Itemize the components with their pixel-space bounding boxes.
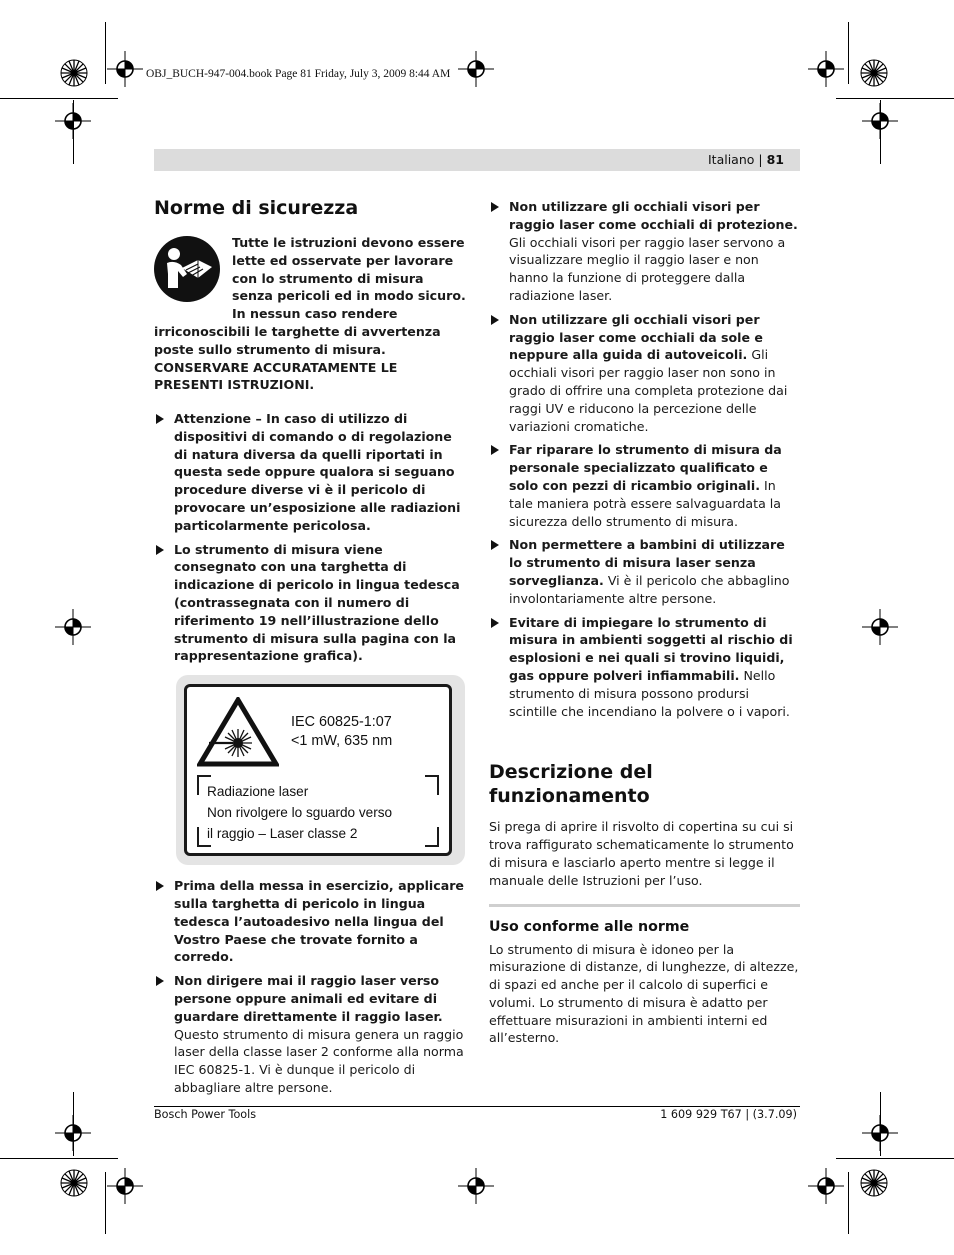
bullet-body-text: In tale maniera potrà essere salvaguardata la sicurezza dello strumento di misura.: [509, 477, 782, 529]
triangle-bullet-icon: [491, 618, 499, 628]
bullet-item: [489, 614, 800, 721]
bullet-bold-text: Lo strumento di misura viene consegnato con una targhetta di indicazione di pericolo in lingua tedesca (contrassegnata con il numero di riferimento 19 nell’illustrazione dello strumento di misura sulla pagina con la rappresentazione grafica).: [174, 541, 460, 664]
page-header: [154, 149, 800, 171]
label-corner: [425, 827, 439, 847]
label-iec-spec: [291, 713, 392, 751]
bullet-bold-text: Evitare di impiegare lo strumento di misura in ambienti soggetti al rischio di esplosioni e nei quali si trovino liquidi, gas oppure polveri infiammabili.: [509, 614, 793, 683]
bullet-bold-text: Attenzione – In caso di utilizzo di dispositivi di comando o di regolazione di natura diversa da quelli riportati in questa sede oppure qualora si seguano procedure diverse vi è il pericolo di provocare un’esposizione alle radiazioni particolarmente pericolosa.: [174, 411, 461, 533]
book-imprint-line: OBJ_BUCH-947-004.book Page 81 Friday, July 3, 2009 8:44 AM: [146, 68, 451, 80]
subsection-title-intended-use: Uso conforme alle norme: [489, 918, 690, 935]
bullet-item: [489, 198, 800, 305]
label-iec-standard: IEC 60825-1:07: [291, 714, 392, 731]
triangle-bullet-icon: [156, 976, 164, 986]
label-prefix: il: [207, 826, 217, 842]
triangle-bullet-icon: [156, 414, 164, 424]
footer-divider: [154, 1106, 800, 1107]
section-divider: [489, 904, 800, 907]
bullet-bold-text: Prima della messa in esercizio, applicare sulla targhetta di pericolo in lingua tedesca l’autoadesivo nella lingua del Vostro Paese che trovate fornito a corredo.: [174, 878, 464, 965]
bullet-item: [489, 311, 800, 436]
intended-use-paragraph: Lo strumento di misura è idoneo per la misurazione di distanze, di lunghezze, di altezze, di spazi ed anche per il calcolo di superfici e volumi. Lo strumento di misura è adatto per effettuare misurazioni in ambienti interni ed all’esterno.: [489, 941, 799, 1046]
header-language-page: [708, 152, 784, 167]
label-laser-class-text: raggio – Laser classe 2: [216, 826, 358, 842]
label-power-wavelength: <1 mW, 635 nm: [291, 733, 393, 750]
safety-intro: [154, 234, 466, 404]
label-radiation-text: Radiazione laser: [207, 784, 309, 800]
bullet-body-text: Nello strumento di misura possono prodursi scintille che incendiano la polvere o i vapori.: [509, 667, 790, 719]
read-manual-icon: [154, 236, 220, 302]
bullet-bold-text: Non utilizzare gli occhiali visori per raggio laser come occhiali di protezione.: [509, 199, 798, 232]
section-title-safety: Norme di sicurezza: [154, 197, 359, 219]
footer-document-number: 1 609 929 T67 | (3.7.09): [660, 1108, 797, 1121]
safety-intro-text: Tutte le istruzioni devono essere lette ed osservate per lavorare con lo strumento di misura senza pericoli ed in modo sicuro. In nessun caso rendere irriconoscibili le targhette di avvertenza poste sullo strumento di misura. CONSERVARE ACCURATAMENTE LE PRESENTI ISTRUZIONI.: [154, 235, 466, 393]
label-corner: [425, 775, 439, 795]
triangle-bullet-icon: [491, 202, 499, 212]
label-do-not-stare-text: Non rivolgere lo sguardo verso: [207, 805, 393, 821]
laser-warning-label: [176, 675, 465, 865]
bullet-body-text: Gli occhiali visori per raggio laser servono a visualizzare meglio il raggio laser e non hanno la funzione di proteggere dalla radiazione laser.: [509, 234, 786, 303]
triangle-bullet-icon: [491, 540, 499, 550]
bullet-bold-text: Non permettere a bambini di utilizzare lo strumento di misura laser senza sorveglianza.: [509, 537, 785, 588]
right-column: [489, 198, 800, 1047]
bullet-bold-text: Non dirigere mai il raggio laser verso persone oppure animali ed evitare di guardare direttamente il raggio laser.: [174, 973, 443, 1024]
bullet-item: [489, 441, 800, 530]
triangle-bullet-icon: [491, 315, 499, 325]
bullet-bold-text: Non utilizzare gli occhiali visori per raggio laser come occhiali da sole e neppure alla guida di autoveicoli.: [509, 311, 763, 363]
bullet-item: [154, 877, 466, 966]
bullet-bold-text: Far riparare lo strumento di misura da personale specializzato qualificato e solo con pezzi di ricambio originali.: [509, 442, 782, 493]
triangle-bullet-icon: [156, 545, 164, 555]
laser-warning-icon: [197, 697, 279, 767]
bullet-item: [489, 536, 800, 607]
description-paragraph: Si prega di aprire il risvolto di copertina su cui si trova raffigurato schematicamente lo strumento di misura e lasciarlo aperto mentre si legge il manuale delle Istruzioni per l’uso.: [489, 819, 794, 888]
bullet-item: [154, 972, 466, 1097]
label-laser-class-line: [207, 825, 357, 843]
page-number: 81: [766, 152, 784, 167]
footer-publisher: Bosch Power Tools: [154, 1108, 257, 1121]
bullet-body-text: Questo strumento di misura genera un raggio laser della classe laser 2 conforme alla norma IEC 60825-1. Vi è dunque il pericolo di abbagliare altre persone.: [174, 1026, 464, 1095]
header-language: Italiano: [707, 152, 755, 167]
bullet-item: [154, 410, 466, 535]
bullet-body-text: Gli occhiali visori per raggio laser non sono in grado di offrire una completa protezione dai raggi UV e riducono la percezione delle variazioni cromatiche.: [509, 347, 788, 434]
bullet-item: [154, 541, 466, 666]
warning-label-frame: [184, 684, 452, 856]
left-column: [154, 196, 466, 1097]
section-title-description: Descrizione del funzionamento: [489, 761, 653, 808]
triangle-bullet-icon: [156, 881, 164, 891]
bullet-body-text: Vi è il pericolo che abbaglino involontariamente altre persone.: [509, 572, 790, 606]
triangle-bullet-icon: [491, 445, 499, 455]
header-separator: |: [754, 152, 767, 167]
